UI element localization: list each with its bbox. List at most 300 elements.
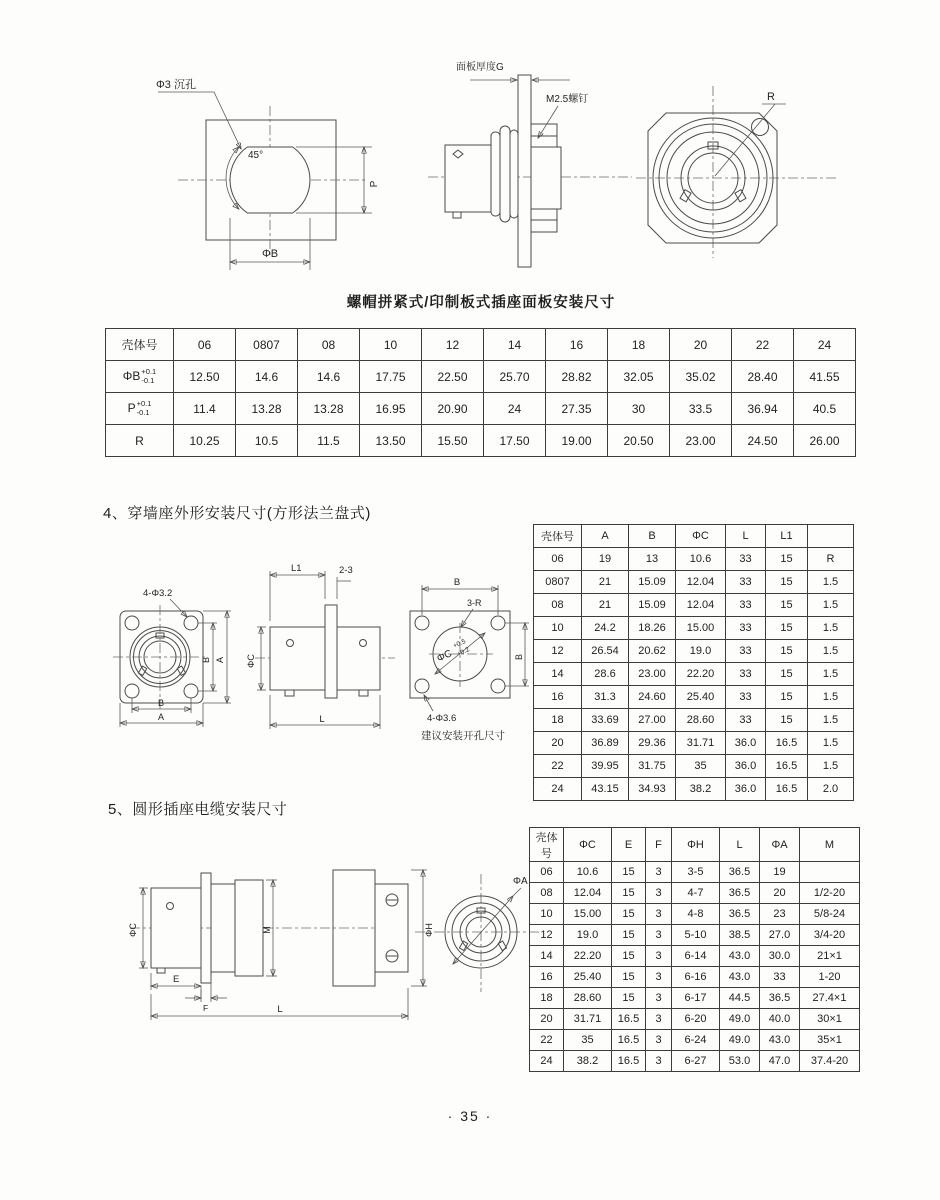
table-row	[530, 1030, 860, 1051]
table-cell: 49.0	[720, 1030, 760, 1051]
table-cell: 08	[298, 329, 360, 361]
table-cell: 06	[530, 862, 564, 883]
table-cell: 1.5	[808, 686, 854, 709]
table-row	[106, 393, 856, 425]
table-cell: 3	[646, 967, 672, 988]
table-cell: 12.04	[564, 883, 612, 904]
table-cell: 10	[530, 904, 564, 925]
dim-b-horizontal-label: B	[157, 698, 165, 708]
table-cell: 27.00	[629, 709, 676, 732]
table-cell: 16.95	[360, 393, 422, 425]
table-cell: 36.0	[726, 732, 766, 755]
table-cell: 20	[530, 1009, 564, 1030]
section4-heading: 4、穿墙座外形安装尺寸(方形法兰盘式)	[103, 505, 371, 522]
panel-mount-table	[105, 328, 856, 457]
table-cell: 28.82	[546, 361, 608, 393]
page-number: · 35 ·	[447, 1108, 493, 1124]
table-cell: 34.93	[629, 778, 676, 801]
table-cell: 33.5	[670, 393, 732, 425]
flange-mount-table	[533, 524, 854, 801]
table-row	[530, 925, 860, 946]
table-cell: 43.15	[582, 778, 629, 801]
table-cell: 24	[534, 778, 582, 801]
table-cell: 3	[646, 1051, 672, 1072]
table-cell: 6-24	[672, 1030, 720, 1051]
table-cell: 30×1	[800, 1009, 860, 1030]
table-cell: 15	[612, 925, 646, 946]
table-cell: 13	[629, 548, 676, 571]
dim-phi-c-side	[257, 627, 266, 690]
table-cell: 1.5	[808, 640, 854, 663]
table-row	[534, 640, 854, 663]
table-cell: 15	[766, 686, 808, 709]
table-row	[530, 988, 860, 1009]
table-cell: 15	[612, 883, 646, 904]
table-cell: 14	[484, 329, 546, 361]
table-cell: 15.00	[676, 617, 726, 640]
table-cell: 38.5	[720, 925, 760, 946]
figure-panel-front	[628, 76, 843, 266]
table-cell: 1-20	[800, 967, 860, 988]
table-cell: 38.2	[564, 1051, 612, 1072]
table-cell: 14.6	[298, 361, 360, 393]
table-row	[530, 946, 860, 967]
dim-l	[270, 695, 380, 729]
table-cell: 33	[726, 617, 766, 640]
table-cell: 11.4	[174, 393, 236, 425]
table-cell: 43.0	[760, 1030, 800, 1051]
table-cell: 19.0	[564, 925, 612, 946]
table-cell: 44.5	[720, 988, 760, 1009]
table-cell: 19.00	[546, 425, 608, 457]
table-cell: 08	[530, 883, 564, 904]
table-cell: 11.5	[298, 425, 360, 457]
table-cell: 39.95	[582, 755, 629, 778]
table-cell: 15	[612, 862, 646, 883]
table-cell: 16.5	[766, 755, 808, 778]
table-cell: 16.5	[612, 1030, 646, 1051]
table-cell: 14	[530, 946, 564, 967]
table-cell: 17.75	[360, 361, 422, 393]
table-cell	[808, 525, 854, 548]
table-cell: 1.5	[808, 617, 854, 640]
dim-a-horizontal-label: A	[157, 712, 165, 722]
table-cell: 18	[608, 329, 670, 361]
cutout-r-leader	[461, 609, 473, 627]
dim-flange-thickness-label: 2-3	[339, 565, 353, 576]
table-cell: 33	[726, 663, 766, 686]
table-cell: 43.0	[720, 946, 760, 967]
table-cell: 20.90	[422, 393, 484, 425]
table-cell: 08	[534, 594, 582, 617]
table-cell: 31.71	[564, 1009, 612, 1030]
table-cell: 26.54	[582, 640, 629, 663]
table-cell: 3	[646, 1030, 672, 1051]
dim-l1	[270, 571, 325, 621]
table-cell: 15	[766, 617, 808, 640]
flange-holes-leader	[170, 599, 187, 617]
table-cell: 20	[534, 732, 582, 755]
figure-flange-mount	[95, 543, 545, 750]
table-cell: R	[106, 425, 174, 457]
table-cell: 15	[612, 946, 646, 967]
table-cell: 16.5	[766, 778, 808, 801]
table-cell: 18.26	[629, 617, 676, 640]
table-cell: 10	[534, 617, 582, 640]
table-cell: 16.5	[612, 1009, 646, 1030]
table-cell: B	[629, 525, 676, 548]
table-cell: 19.0	[676, 640, 726, 663]
table-row	[534, 663, 854, 686]
table-cell: 37.4-20	[800, 1051, 860, 1072]
table-cell: 3	[646, 904, 672, 925]
table-cell: 24	[794, 329, 856, 361]
panel-thickness-label: 面板厚度G	[456, 62, 504, 73]
table-cell: 35×1	[800, 1030, 860, 1051]
table-cell: 40.5	[794, 393, 856, 425]
centerlines	[636, 86, 836, 258]
table-cell: 1.5	[808, 709, 854, 732]
table-cell: 33	[726, 640, 766, 663]
table-cell: ΦB +0.1 -0.1	[106, 361, 174, 393]
table-cell: 1/2-20	[800, 883, 860, 904]
table-row	[534, 571, 854, 594]
table-cell: 06	[174, 329, 236, 361]
table-header-row	[530, 828, 860, 862]
dim-phi-b-label: ΦB	[262, 248, 279, 260]
r-leader	[715, 104, 786, 176]
table-cell: A	[582, 525, 629, 548]
connector-body	[445, 126, 518, 222]
table-cell: 20	[760, 883, 800, 904]
table-cell: 28.40	[732, 361, 794, 393]
table-cell: 21	[582, 571, 629, 594]
table-cell: 25.40	[564, 967, 612, 988]
table-row	[534, 548, 854, 571]
table-cell: 23	[760, 904, 800, 925]
table-cell: 36.0	[726, 778, 766, 801]
table-cell: 27.35	[546, 393, 608, 425]
table-cell: 36.5	[720, 883, 760, 904]
table-cell: 16	[534, 686, 582, 709]
r-label: R	[767, 91, 775, 103]
table-cell: 26.00	[794, 425, 856, 457]
dim-flange-thickness	[337, 577, 351, 599]
dim-l-label: L	[277, 1004, 283, 1015]
counterbore-callout: Φ3 沉孔	[156, 79, 196, 91]
cutout-caption: 建议安装开孔尺寸	[421, 730, 505, 742]
table-cell: 6-16	[672, 967, 720, 988]
table-cell: 24	[530, 1051, 564, 1072]
table-cell: ΦA	[760, 828, 800, 862]
table-cell: 3	[646, 862, 672, 883]
dim-f-label: F	[203, 1003, 209, 1013]
table-cell: 40.0	[760, 1009, 800, 1030]
table-cell: 4-8	[672, 904, 720, 925]
table-cell: 22.20	[564, 946, 612, 967]
table-cell: 23.00	[670, 425, 732, 457]
rear-nut	[531, 124, 561, 232]
table-cell: 36.5	[760, 988, 800, 1009]
table-cell: 33	[726, 594, 766, 617]
table-cell: F	[646, 828, 672, 862]
table-cell: 21×1	[800, 946, 860, 967]
table-cell: 13.28	[236, 393, 298, 425]
table-cell	[800, 862, 860, 883]
table-cell: 28.60	[676, 709, 726, 732]
table-cell: 19	[582, 548, 629, 571]
table-cell: 31.3	[582, 686, 629, 709]
table-cell: 36.5	[720, 862, 760, 883]
table-cell: L1	[766, 525, 808, 548]
table-cell: 1.5	[808, 571, 854, 594]
dim-e-label: E	[173, 974, 180, 985]
table-cell: 22.20	[676, 663, 726, 686]
table-cell: 壳体号	[530, 828, 564, 862]
table-cell: 0807	[534, 571, 582, 594]
table-cell: 30.0	[760, 946, 800, 967]
table-cell: 18	[530, 988, 564, 1009]
table-cell: 1.5	[808, 732, 854, 755]
table-cell: 33	[760, 967, 800, 988]
flange-front-view	[113, 605, 207, 709]
table-cell: 壳体号	[534, 525, 582, 548]
table-cell: 22	[530, 1030, 564, 1051]
table-cell: 0807	[236, 329, 298, 361]
cutout-dim-b-right-label: B	[514, 653, 524, 661]
table-cell: 1.5	[808, 594, 854, 617]
table-cell: 6-20	[672, 1009, 720, 1030]
table-cell: 24.2	[582, 617, 629, 640]
table-header-row	[106, 329, 856, 361]
table-cell: 20	[670, 329, 732, 361]
table-cell: ΦC	[564, 828, 612, 862]
table-cell: 12	[422, 329, 484, 361]
table-cell: 6-17	[672, 988, 720, 1009]
cutout-r-label: 3-R	[467, 598, 482, 608]
table-row	[106, 361, 856, 393]
table-cell: 17.50	[484, 425, 546, 457]
screw-leader	[538, 106, 558, 138]
table-cell: 36.94	[732, 393, 794, 425]
table-cell: 15	[766, 709, 808, 732]
table-cell: 16	[546, 329, 608, 361]
dim-phi-h-label: ΦH	[424, 923, 434, 937]
table-cell: 15	[612, 904, 646, 925]
table-row	[534, 686, 854, 709]
table-cell: 31.75	[629, 755, 676, 778]
table-cell: 25.70	[484, 361, 546, 393]
table-cell: 6-27	[672, 1051, 720, 1072]
table-cell: 1.5	[808, 663, 854, 686]
table-cell: 12.50	[174, 361, 236, 393]
table-cell: 3	[646, 988, 672, 1009]
section5-heading: 5、圆形插座电缆安装尺寸	[108, 801, 288, 818]
table-cell: 32.05	[608, 361, 670, 393]
table-cell: 35	[564, 1030, 612, 1051]
table-cell: M	[800, 828, 860, 862]
cutout-holes-label: 4-Φ3.6	[427, 713, 457, 724]
table-row	[106, 425, 856, 457]
table-cell: 2.0	[808, 778, 854, 801]
table-cell: 16	[530, 967, 564, 988]
table-cell: 15	[612, 967, 646, 988]
table-cell: 27.0	[760, 925, 800, 946]
table-cell: 14	[534, 663, 582, 686]
table-cell: R	[808, 548, 854, 571]
table-cell: 15	[766, 571, 808, 594]
table-cell: 12.04	[676, 594, 726, 617]
table-cell: 4-7	[672, 883, 720, 904]
table-cell: 06	[534, 548, 582, 571]
table-cell: 33	[726, 686, 766, 709]
table-cell: 6-14	[672, 946, 720, 967]
table-cell: 3	[646, 925, 672, 946]
table-cell: E	[612, 828, 646, 862]
table-cell: ΦC	[676, 525, 726, 548]
table-cell: 5-10	[672, 925, 720, 946]
table-cell: 15.50	[422, 425, 484, 457]
dim-b-vertical-label: B	[201, 656, 211, 664]
table-cell: 12	[530, 925, 564, 946]
table-cell: 13.28	[298, 393, 360, 425]
flange-holes-label: 4-Φ3.2	[143, 588, 173, 599]
table-row	[534, 778, 854, 801]
table-cell: 10.25	[174, 425, 236, 457]
dim-phi-c-label: ΦC	[128, 923, 138, 937]
table-row	[530, 967, 860, 988]
table-cell: 20.50	[608, 425, 670, 457]
table-cell: 47.0	[760, 1051, 800, 1072]
dim-phi-c-side-label: ΦC	[246, 654, 256, 668]
table-cell: 13.50	[360, 425, 422, 457]
table-cell: 36.89	[582, 732, 629, 755]
table-cell: 15	[766, 663, 808, 686]
table-cell: 31.71	[676, 732, 726, 755]
flange-side-view	[255, 605, 395, 698]
table-row	[530, 1009, 860, 1030]
dim-m-label: M	[262, 926, 272, 934]
panel-mount-table-title: 螺帽拼紧式/印制板式插座面板安装尺寸	[346, 295, 616, 311]
table-cell: 10.5	[236, 425, 298, 457]
table-cell: 35.02	[670, 361, 732, 393]
table-cell: L	[720, 828, 760, 862]
table-cell: 15.09	[629, 594, 676, 617]
table-cell: 24	[484, 393, 546, 425]
table-cell: 23.00	[629, 663, 676, 686]
table-header-row	[534, 525, 854, 548]
table-row	[530, 862, 860, 883]
figure-panel-cutout	[128, 58, 410, 294]
table-cell: 24.60	[629, 686, 676, 709]
panel-section	[518, 75, 531, 267]
table-cell: 15	[612, 988, 646, 1009]
angle-label: 45°	[248, 150, 264, 161]
cutout-holes-leader	[424, 695, 433, 711]
table-cell: 35	[676, 755, 726, 778]
table-cell: P +0.1 -0.1	[106, 393, 174, 425]
table-cell: 20.62	[629, 640, 676, 663]
table-cell: 3	[646, 1009, 672, 1030]
cutout-phi-c-sup: +0.5	[452, 638, 467, 650]
table-cell: 15.09	[629, 571, 676, 594]
table-cell: 28.6	[582, 663, 629, 686]
table-cell: 22	[534, 755, 582, 778]
table-row	[530, 883, 860, 904]
mounting-hole	[230, 147, 310, 213]
table-row	[534, 617, 854, 640]
table-cell: 10.6	[676, 548, 726, 571]
table-cell: 43.0	[720, 967, 760, 988]
table-cell: ΦH	[672, 828, 720, 862]
table-cell: 14.6	[236, 361, 298, 393]
table-cell: 22.50	[422, 361, 484, 393]
table-cell: 30	[608, 393, 670, 425]
table-cell: 25.40	[676, 686, 726, 709]
table-cell: 1.5	[808, 755, 854, 778]
cutout-phi-c-sub: +0.2	[456, 646, 471, 659]
table-cell: 41.55	[794, 361, 856, 393]
table-cell: 15	[766, 594, 808, 617]
table-cell: 36.0	[726, 755, 766, 778]
table-cell: 3	[646, 946, 672, 967]
table-cell: 15.00	[564, 904, 612, 925]
table-row	[530, 1051, 860, 1072]
dim-p-label: P	[369, 180, 380, 188]
dim-l1-label: L1	[291, 563, 302, 574]
dim-a-vertical-label: A	[215, 656, 225, 664]
table-row	[534, 709, 854, 732]
table-cell: 21	[582, 594, 629, 617]
table-cell: 16.5	[612, 1051, 646, 1072]
table-row	[534, 755, 854, 778]
table-cell: 16.5	[766, 732, 808, 755]
table-cell: 33	[726, 709, 766, 732]
table-row	[534, 732, 854, 755]
table-cell: 29.36	[629, 732, 676, 755]
table-cell: 27.4×1	[800, 988, 860, 1009]
figure-panel-side	[420, 52, 640, 292]
table-cell: 36.5	[720, 904, 760, 925]
table-cell: 33	[726, 548, 766, 571]
table-cell: 33.69	[582, 709, 629, 732]
table-cell: 12	[534, 640, 582, 663]
table-cell: 壳体号	[106, 329, 174, 361]
corner-hole	[752, 119, 769, 136]
table-cell: L	[726, 525, 766, 548]
cutout-phi-c-label: ΦC	[435, 648, 454, 665]
table-cell: 5/8-24	[800, 904, 860, 925]
dim-phi-a-label: ΦA	[513, 876, 528, 887]
table-cell: 18	[534, 709, 582, 732]
table-cell: 38.2	[676, 778, 726, 801]
table-cell: 3/4-20	[800, 925, 860, 946]
table-cell: 22	[732, 329, 794, 361]
table-cell: 24.50	[732, 425, 794, 457]
table-cell: 53.0	[720, 1051, 760, 1072]
table-cell: 15	[766, 548, 808, 571]
table-cell: 3	[646, 883, 672, 904]
table-cell: 10	[360, 329, 422, 361]
table-cell: 12.04	[676, 571, 726, 594]
cable-mount-table	[529, 827, 860, 1072]
table-cell: 33	[726, 571, 766, 594]
table-cell: 28.60	[564, 988, 612, 1009]
table-cell: 10.6	[564, 862, 612, 883]
dim-f	[185, 976, 227, 1002]
screw-label: M2.5螺钉	[546, 94, 589, 105]
cutout-dim-b-top-label: B	[453, 577, 461, 588]
